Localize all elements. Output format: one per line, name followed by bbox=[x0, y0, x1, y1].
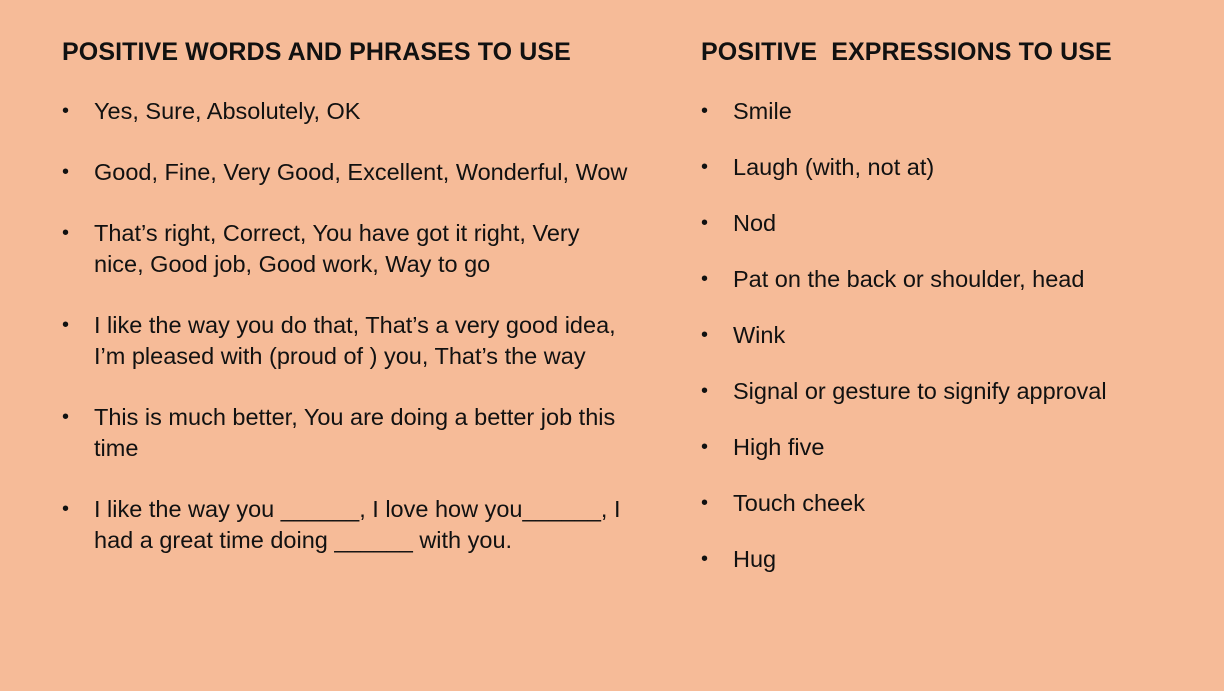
list-item bbox=[62, 96, 632, 127]
positive-words-heading: POSITIVE WORDS AND PHRASES TO USE bbox=[62, 38, 571, 66]
list-item-text: Smile bbox=[733, 98, 792, 124]
bullet-icon: • bbox=[62, 498, 70, 520]
list-item-text: Pat on the back or shoulder, head bbox=[733, 266, 1085, 292]
list-item-text: Laugh (with, not at) bbox=[733, 154, 935, 180]
list-item bbox=[701, 264, 1201, 295]
list-item-text: I like the way you ______, I love how you______, I had a great time doing ______ with you. bbox=[94, 496, 621, 553]
bullet-icon: • bbox=[701, 492, 709, 514]
positive-expressions-heading: POSITIVE EXPRESSIONS TO USE bbox=[701, 38, 1112, 66]
bullet-icon: • bbox=[62, 161, 70, 183]
bullet-icon: • bbox=[701, 324, 709, 346]
bullet-icon: • bbox=[701, 268, 709, 290]
list-item bbox=[701, 208, 1201, 239]
bullet-icon: • bbox=[62, 222, 70, 244]
bullet-icon: • bbox=[701, 156, 709, 178]
list-item-text: High five bbox=[733, 434, 825, 460]
list-item-text: Touch cheek bbox=[733, 490, 865, 516]
bullet-icon: • bbox=[62, 100, 70, 122]
list-item-text: This is much better, You are doing a better job this time bbox=[94, 404, 616, 461]
list-item bbox=[701, 320, 1201, 351]
bullet-icon: • bbox=[701, 212, 709, 234]
list-item bbox=[62, 218, 632, 280]
bullet-icon: • bbox=[701, 548, 709, 570]
list-item bbox=[701, 152, 1201, 183]
positive-words-list bbox=[62, 96, 632, 556]
bullet-icon: • bbox=[62, 314, 70, 336]
positive-words-column bbox=[62, 36, 632, 586]
list-item-text: Signal or gesture to signify approval bbox=[733, 378, 1107, 404]
list-item bbox=[701, 96, 1201, 127]
bullet-icon: • bbox=[701, 100, 709, 122]
list-item bbox=[701, 488, 1201, 519]
list-item bbox=[701, 376, 1201, 407]
list-item-text: That’s right, Correct, You have got it right, Very nice, Good job, Good work, Way to go bbox=[94, 220, 580, 277]
list-item-text: Hug bbox=[733, 546, 777, 572]
list-item bbox=[701, 544, 1201, 575]
list-item bbox=[701, 432, 1201, 463]
list-item-text: I like the way you do that, That’s a very good idea, I’m pleased with (proud of ) you, That’s the way bbox=[94, 312, 616, 369]
list-item-text: Wink bbox=[733, 322, 786, 348]
list-item-text: Nod bbox=[733, 210, 777, 236]
bullet-icon: • bbox=[62, 406, 70, 428]
bullet-icon: • bbox=[701, 380, 709, 402]
list-item bbox=[62, 157, 632, 188]
positive-expressions-list bbox=[701, 96, 1201, 575]
list-item-text: Good, Fine, Very Good, Excellent, Wonderful, Wow bbox=[94, 159, 628, 185]
bullet-icon: • bbox=[701, 436, 709, 458]
list-item bbox=[62, 310, 632, 372]
list-item-text: Yes, Sure, Absolutely, OK bbox=[94, 98, 361, 124]
list-item bbox=[62, 494, 632, 556]
positive-expressions-column bbox=[701, 36, 1201, 600]
list-item bbox=[62, 402, 632, 464]
